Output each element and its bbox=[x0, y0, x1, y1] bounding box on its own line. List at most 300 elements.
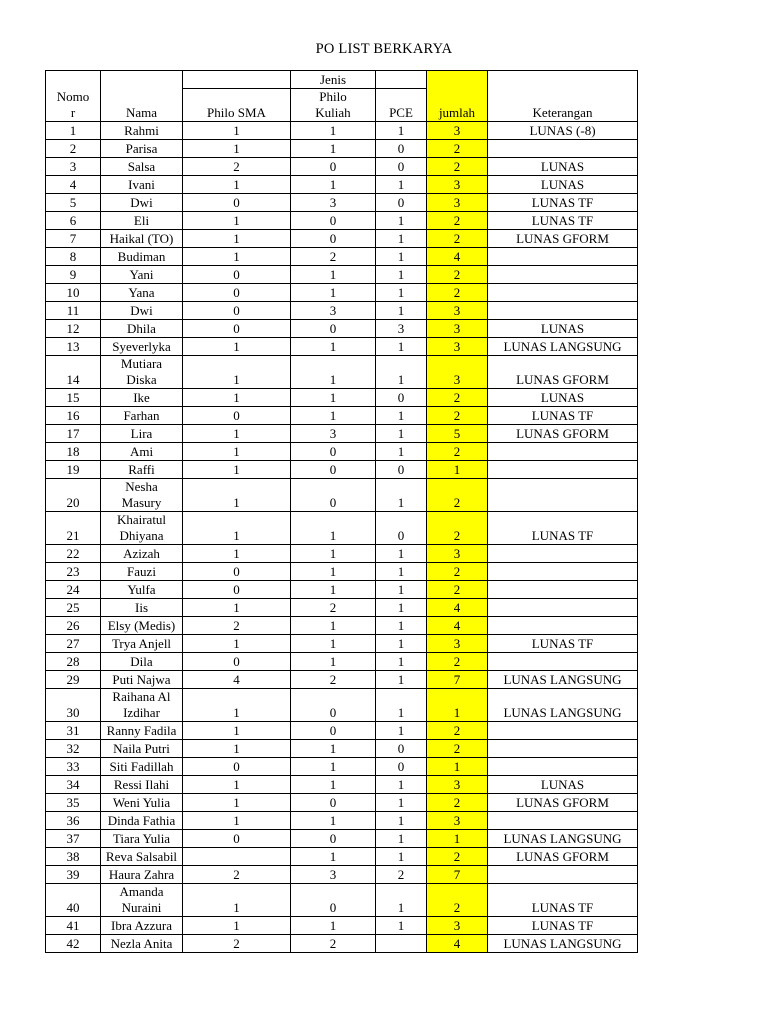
name-cell: Ressi Ilahi bbox=[101, 776, 183, 794]
name-cell: Raffi bbox=[101, 461, 183, 479]
name-cell: Amanda Nuraini bbox=[101, 884, 183, 917]
philo-sma-cell: 0 bbox=[183, 581, 291, 599]
philo-kuliah-cell: 1 bbox=[291, 407, 376, 425]
name-cell: Naila Putri bbox=[101, 740, 183, 758]
row-number-cell: 13 bbox=[46, 338, 101, 356]
philo-kuliah-cell: 3 bbox=[291, 425, 376, 443]
philo-sma-cell: 1 bbox=[183, 917, 291, 935]
jumlah-cell: 2 bbox=[427, 230, 488, 248]
philo-kuliah-cell: 0 bbox=[291, 794, 376, 812]
keterangan-cell bbox=[488, 140, 638, 158]
table-row bbox=[46, 935, 638, 953]
row-number-cell: 9 bbox=[46, 266, 101, 284]
philo-sma-cell: 0 bbox=[183, 407, 291, 425]
row-number-cell: 4 bbox=[46, 176, 101, 194]
jumlah-cell: 4 bbox=[427, 935, 488, 953]
table-row bbox=[46, 266, 638, 284]
jumlah-cell: 2 bbox=[427, 212, 488, 230]
row-number-cell: 39 bbox=[46, 866, 101, 884]
jumlah-cell: 3 bbox=[427, 635, 488, 653]
name-cell: Rahmi bbox=[101, 122, 183, 140]
jumlah-cell: 1 bbox=[427, 689, 488, 722]
name-cell: Ivani bbox=[101, 176, 183, 194]
jumlah-cell: 2 bbox=[427, 389, 488, 407]
philo-kuliah-cell: 1 bbox=[291, 581, 376, 599]
keterangan-cell bbox=[488, 563, 638, 581]
philo-sma-cell: 1 bbox=[183, 722, 291, 740]
jumlah-cell: 2 bbox=[427, 884, 488, 917]
table-row bbox=[46, 212, 638, 230]
philo-sma-cell: 1 bbox=[183, 356, 291, 389]
row-number-cell: 25 bbox=[46, 599, 101, 617]
table-row bbox=[46, 599, 638, 617]
keterangan-cell bbox=[488, 248, 638, 266]
pce-cell: 1 bbox=[376, 563, 427, 581]
pce-cell: 1 bbox=[376, 830, 427, 848]
table-row bbox=[46, 512, 638, 545]
name-cell: Nesha Masury bbox=[101, 479, 183, 512]
pce-cell bbox=[376, 935, 427, 953]
jumlah-cell: 4 bbox=[427, 248, 488, 266]
pce-cell: 0 bbox=[376, 389, 427, 407]
table-row bbox=[46, 917, 638, 935]
table-row bbox=[46, 758, 638, 776]
philo-sma-cell: 0 bbox=[183, 266, 291, 284]
page-title: PO LIST BERKARYA bbox=[315, 41, 453, 57]
philo-sma-cell: 1 bbox=[183, 599, 291, 617]
table-row bbox=[46, 230, 638, 248]
philo-sma-cell: 1 bbox=[183, 122, 291, 140]
row-number-cell: 5 bbox=[46, 194, 101, 212]
keterangan-cell bbox=[488, 866, 638, 884]
jumlah-cell: 2 bbox=[427, 407, 488, 425]
name-cell: Dhila bbox=[101, 320, 183, 338]
table-row bbox=[46, 866, 638, 884]
keterangan-cell: LUNAS TF bbox=[488, 884, 638, 917]
jumlah-cell: 1 bbox=[427, 461, 488, 479]
pce-cell: 1 bbox=[376, 794, 427, 812]
name-cell: Farhan bbox=[101, 407, 183, 425]
philo-kuliah-cell: 1 bbox=[291, 512, 376, 545]
keterangan-cell: LUNAS GFORM bbox=[488, 794, 638, 812]
table-row bbox=[46, 194, 638, 212]
jumlah-cell: 7 bbox=[427, 671, 488, 689]
pce-cell: 1 bbox=[376, 671, 427, 689]
jumlah-cell: 3 bbox=[427, 812, 488, 830]
row-number-cell: 15 bbox=[46, 389, 101, 407]
pce-cell: 1 bbox=[376, 443, 427, 461]
table-row bbox=[46, 320, 638, 338]
pce-cell: 1 bbox=[376, 812, 427, 830]
jumlah-cell: 3 bbox=[427, 122, 488, 140]
name-cell: Ike bbox=[101, 389, 183, 407]
keterangan-cell: LUNAS TF bbox=[488, 407, 638, 425]
pce-cell: 1 bbox=[376, 230, 427, 248]
philo-sma-cell: 0 bbox=[183, 758, 291, 776]
philo-kuliah-cell: 1 bbox=[291, 545, 376, 563]
name-cell: Yulfa bbox=[101, 581, 183, 599]
pce-cell: 1 bbox=[376, 545, 427, 563]
pce-cell: 1 bbox=[376, 848, 427, 866]
table-row bbox=[46, 338, 638, 356]
name-cell: Azizah bbox=[101, 545, 183, 563]
row-number-cell: 38 bbox=[46, 848, 101, 866]
philo-kuliah-cell: 0 bbox=[291, 479, 376, 512]
philo-sma-cell: 4 bbox=[183, 671, 291, 689]
row-number-cell: 6 bbox=[46, 212, 101, 230]
row-number-cell: 40 bbox=[46, 884, 101, 917]
philo-kuliah-cell: 2 bbox=[291, 248, 376, 266]
name-cell: Siti Fadillah bbox=[101, 758, 183, 776]
keterangan-cell: LUNAS bbox=[488, 176, 638, 194]
table-row bbox=[46, 479, 638, 512]
name-cell: Haura Zahra bbox=[101, 866, 183, 884]
pce-cell: 0 bbox=[376, 740, 427, 758]
table-row bbox=[46, 248, 638, 266]
name-cell: Elsy (Medis) bbox=[101, 617, 183, 635]
table-row bbox=[46, 545, 638, 563]
philo-kuliah-cell: 0 bbox=[291, 830, 376, 848]
keterangan-cell bbox=[488, 722, 638, 740]
philo-sma-cell: 1 bbox=[183, 635, 291, 653]
jumlah-cell: 2 bbox=[427, 266, 488, 284]
keterangan-cell: LUNAS bbox=[488, 158, 638, 176]
philo-kuliah-cell: 3 bbox=[291, 302, 376, 320]
philo-kuliah-cell: 1 bbox=[291, 917, 376, 935]
table-row bbox=[46, 284, 638, 302]
philo-kuliah-cell: 1 bbox=[291, 338, 376, 356]
table-row bbox=[46, 848, 638, 866]
header-jumlah: jumlah bbox=[427, 71, 488, 122]
pce-cell: 1 bbox=[376, 722, 427, 740]
pce-cell: 1 bbox=[376, 425, 427, 443]
philo-sma-cell: 1 bbox=[183, 794, 291, 812]
keterangan-cell: LUNAS bbox=[488, 389, 638, 407]
jumlah-cell: 2 bbox=[427, 563, 488, 581]
header-philo-sma: Philo SMA bbox=[183, 89, 291, 122]
keterangan-cell bbox=[488, 302, 638, 320]
row-number-cell: 29 bbox=[46, 671, 101, 689]
table-row bbox=[46, 461, 638, 479]
jumlah-cell: 2 bbox=[427, 140, 488, 158]
table-row bbox=[46, 563, 638, 581]
table-row bbox=[46, 794, 638, 812]
keterangan-cell: LUNAS bbox=[488, 776, 638, 794]
table-header bbox=[46, 71, 638, 122]
keterangan-cell bbox=[488, 479, 638, 512]
row-number-cell: 28 bbox=[46, 653, 101, 671]
jumlah-cell: 7 bbox=[427, 866, 488, 884]
philo-kuliah-cell: 0 bbox=[291, 158, 376, 176]
pce-cell: 0 bbox=[376, 758, 427, 776]
jumlah-cell: 1 bbox=[427, 830, 488, 848]
row-number-cell: 12 bbox=[46, 320, 101, 338]
keterangan-cell: LUNAS LANGSUNG bbox=[488, 671, 638, 689]
table-row bbox=[46, 122, 638, 140]
keterangan-cell: LUNAS TF bbox=[488, 212, 638, 230]
row-number-cell: 2 bbox=[46, 140, 101, 158]
name-cell: Haikal (TO) bbox=[101, 230, 183, 248]
keterangan-cell bbox=[488, 266, 638, 284]
jumlah-cell: 3 bbox=[427, 338, 488, 356]
pce-cell: 3 bbox=[376, 320, 427, 338]
pce-cell: 1 bbox=[376, 248, 427, 266]
row-number-cell: 31 bbox=[46, 722, 101, 740]
row-number-cell: 16 bbox=[46, 407, 101, 425]
jumlah-cell: 2 bbox=[427, 158, 488, 176]
table-row bbox=[46, 776, 638, 794]
pce-cell: 0 bbox=[376, 140, 427, 158]
jumlah-cell: 5 bbox=[427, 425, 488, 443]
pce-cell: 1 bbox=[376, 338, 427, 356]
row-number-cell: 35 bbox=[46, 794, 101, 812]
row-number-cell: 17 bbox=[46, 425, 101, 443]
pce-cell: 1 bbox=[376, 653, 427, 671]
table-row bbox=[46, 617, 638, 635]
philo-kuliah-cell: 1 bbox=[291, 812, 376, 830]
table-body bbox=[46, 122, 638, 953]
philo-kuliah-cell: 1 bbox=[291, 653, 376, 671]
row-number-cell: 23 bbox=[46, 563, 101, 581]
philo-kuliah-cell: 1 bbox=[291, 266, 376, 284]
philo-kuliah-cell: 1 bbox=[291, 776, 376, 794]
table-row bbox=[46, 302, 638, 320]
table-row bbox=[46, 389, 638, 407]
jumlah-cell: 2 bbox=[427, 512, 488, 545]
name-cell: Dwi bbox=[101, 302, 183, 320]
philo-sma-cell: 1 bbox=[183, 212, 291, 230]
philo-kuliah-cell: 1 bbox=[291, 389, 376, 407]
header-nomor: Nomor bbox=[46, 71, 101, 122]
table-row bbox=[46, 722, 638, 740]
keterangan-cell: LUNAS TF bbox=[488, 194, 638, 212]
pce-cell: 0 bbox=[376, 512, 427, 545]
philo-kuliah-cell: 1 bbox=[291, 122, 376, 140]
name-cell: Fauzi bbox=[101, 563, 183, 581]
row-number-cell: 37 bbox=[46, 830, 101, 848]
row-number-cell: 1 bbox=[46, 122, 101, 140]
philo-kuliah-cell: 0 bbox=[291, 212, 376, 230]
keterangan-cell: LUNAS (-8) bbox=[488, 122, 638, 140]
pce-cell: 0 bbox=[376, 158, 427, 176]
philo-kuliah-cell: 2 bbox=[291, 671, 376, 689]
name-cell: Nezla Anita bbox=[101, 935, 183, 953]
keterangan-cell bbox=[488, 653, 638, 671]
philo-kuliah-cell: 1 bbox=[291, 635, 376, 653]
philo-kuliah-cell: 0 bbox=[291, 443, 376, 461]
table-row bbox=[46, 407, 638, 425]
jumlah-cell: 4 bbox=[427, 617, 488, 635]
jumlah-cell: 3 bbox=[427, 776, 488, 794]
header-jenis-spacer-left bbox=[183, 71, 291, 89]
philo-kuliah-cell: 2 bbox=[291, 935, 376, 953]
jumlah-cell: 1 bbox=[427, 758, 488, 776]
name-cell: Parisa bbox=[101, 140, 183, 158]
jumlah-cell: 3 bbox=[427, 545, 488, 563]
name-cell: Iis bbox=[101, 599, 183, 617]
philo-kuliah-cell: 1 bbox=[291, 284, 376, 302]
pce-cell: 1 bbox=[376, 356, 427, 389]
header-pce: PCE bbox=[376, 89, 427, 122]
header-philo-kuliah: Philo Kuliah bbox=[291, 89, 376, 122]
philo-kuliah-cell: 0 bbox=[291, 230, 376, 248]
philo-kuliah-cell: 1 bbox=[291, 617, 376, 635]
philo-sma-cell: 0 bbox=[183, 563, 291, 581]
philo-sma-cell: 1 bbox=[183, 248, 291, 266]
row-number-cell: 24 bbox=[46, 581, 101, 599]
keterangan-cell bbox=[488, 599, 638, 617]
table-row bbox=[46, 158, 638, 176]
row-number-cell: 30 bbox=[46, 689, 101, 722]
jumlah-cell: 3 bbox=[427, 320, 488, 338]
philo-sma-cell: 1 bbox=[183, 461, 291, 479]
jumlah-cell: 2 bbox=[427, 794, 488, 812]
keterangan-cell bbox=[488, 284, 638, 302]
keterangan-cell: LUNAS GFORM bbox=[488, 848, 638, 866]
jumlah-cell: 2 bbox=[427, 581, 488, 599]
pce-cell: 1 bbox=[376, 917, 427, 935]
table-row bbox=[46, 140, 638, 158]
table-row bbox=[46, 812, 638, 830]
table-row bbox=[46, 689, 638, 722]
philo-sma-cell: 0 bbox=[183, 302, 291, 320]
philo-sma-cell: 2 bbox=[183, 866, 291, 884]
philo-kuliah-cell: 1 bbox=[291, 740, 376, 758]
name-cell: Reva Salsabil bbox=[101, 848, 183, 866]
row-number-cell: 3 bbox=[46, 158, 101, 176]
name-cell: Yana bbox=[101, 284, 183, 302]
philo-sma-cell: 1 bbox=[183, 338, 291, 356]
pce-cell: 1 bbox=[376, 884, 427, 917]
name-cell: Raihana Al Izdihar bbox=[101, 689, 183, 722]
philo-sma-cell: 1 bbox=[183, 389, 291, 407]
jumlah-cell: 4 bbox=[427, 599, 488, 617]
name-cell: Syeverlyka bbox=[101, 338, 183, 356]
philo-sma-cell: 1 bbox=[183, 545, 291, 563]
philo-kuliah-cell: 1 bbox=[291, 563, 376, 581]
pce-cell: 1 bbox=[376, 176, 427, 194]
keterangan-cell: LUNAS bbox=[488, 320, 638, 338]
row-number-cell: 8 bbox=[46, 248, 101, 266]
jumlah-cell: 2 bbox=[427, 740, 488, 758]
name-cell: Salsa bbox=[101, 158, 183, 176]
philo-sma-cell: 1 bbox=[183, 425, 291, 443]
keterangan-cell bbox=[488, 545, 638, 563]
header-keterangan: Keterangan bbox=[488, 71, 638, 122]
row-number-cell: 33 bbox=[46, 758, 101, 776]
jumlah-cell: 2 bbox=[427, 479, 488, 512]
table-row bbox=[46, 425, 638, 443]
pce-cell: 2 bbox=[376, 866, 427, 884]
table-row bbox=[46, 671, 638, 689]
row-number-cell: 34 bbox=[46, 776, 101, 794]
name-cell: Trya Anjell bbox=[101, 635, 183, 653]
row-number-cell: 19 bbox=[46, 461, 101, 479]
philo-sma-cell: 2 bbox=[183, 935, 291, 953]
table-row bbox=[46, 635, 638, 653]
philo-kuliah-cell: 0 bbox=[291, 884, 376, 917]
name-cell: Mutiara Diska bbox=[101, 356, 183, 389]
table-row bbox=[46, 740, 638, 758]
keterangan-cell: LUNAS LANGSUNG bbox=[488, 935, 638, 953]
philo-sma-cell: 1 bbox=[183, 230, 291, 248]
pce-cell: 0 bbox=[376, 194, 427, 212]
pce-cell: 1 bbox=[376, 284, 427, 302]
philo-kuliah-cell: 0 bbox=[291, 722, 376, 740]
philo-sma-cell: 1 bbox=[183, 689, 291, 722]
pce-cell: 1 bbox=[376, 689, 427, 722]
philo-sma-cell: 1 bbox=[183, 140, 291, 158]
jumlah-cell: 3 bbox=[427, 356, 488, 389]
jumlah-cell: 2 bbox=[427, 653, 488, 671]
pce-cell: 1 bbox=[376, 581, 427, 599]
philo-kuliah-cell: 1 bbox=[291, 176, 376, 194]
pce-cell: 1 bbox=[376, 635, 427, 653]
name-cell: Dwi bbox=[101, 194, 183, 212]
keterangan-cell bbox=[488, 443, 638, 461]
philo-sma-cell: 0 bbox=[183, 653, 291, 671]
row-number-cell: 42 bbox=[46, 935, 101, 953]
philo-kuliah-cell: 0 bbox=[291, 461, 376, 479]
jumlah-cell: 3 bbox=[427, 917, 488, 935]
header-jenis-group: Jenis bbox=[291, 71, 376, 89]
philo-kuliah-cell: 3 bbox=[291, 866, 376, 884]
keterangan-cell bbox=[488, 581, 638, 599]
name-cell: Dila bbox=[101, 653, 183, 671]
name-cell: Eli bbox=[101, 212, 183, 230]
header-nama: Nama bbox=[101, 71, 183, 122]
keterangan-cell bbox=[488, 740, 638, 758]
row-number-cell: 14 bbox=[46, 356, 101, 389]
philo-sma-cell: 2 bbox=[183, 158, 291, 176]
philo-sma-cell: 0 bbox=[183, 320, 291, 338]
keterangan-cell: LUNAS GFORM bbox=[488, 425, 638, 443]
philo-sma-cell: 0 bbox=[183, 830, 291, 848]
row-number-cell: 26 bbox=[46, 617, 101, 635]
row-number-cell: 18 bbox=[46, 443, 101, 461]
keterangan-cell: LUNAS LANGSUNG bbox=[488, 338, 638, 356]
row-number-cell: 11 bbox=[46, 302, 101, 320]
name-cell: Tiara Yulia bbox=[101, 830, 183, 848]
jumlah-cell: 2 bbox=[427, 722, 488, 740]
row-number-cell: 20 bbox=[46, 479, 101, 512]
keterangan-cell bbox=[488, 461, 638, 479]
philo-sma-cell bbox=[183, 848, 291, 866]
philo-sma-cell: 0 bbox=[183, 194, 291, 212]
pce-cell: 0 bbox=[376, 461, 427, 479]
keterangan-cell bbox=[488, 617, 638, 635]
philo-kuliah-cell: 0 bbox=[291, 689, 376, 722]
pce-cell: 1 bbox=[376, 122, 427, 140]
name-cell: Lira bbox=[101, 425, 183, 443]
row-number-cell: 36 bbox=[46, 812, 101, 830]
jumlah-cell: 2 bbox=[427, 848, 488, 866]
philo-sma-cell: 1 bbox=[183, 776, 291, 794]
philo-kuliah-cell: 1 bbox=[291, 140, 376, 158]
philo-sma-cell: 1 bbox=[183, 176, 291, 194]
table-row bbox=[46, 581, 638, 599]
philo-sma-cell: 1 bbox=[183, 512, 291, 545]
table-row bbox=[46, 884, 638, 917]
name-cell: Ibra Azzura bbox=[101, 917, 183, 935]
table-row bbox=[46, 176, 638, 194]
name-cell: Budiman bbox=[101, 248, 183, 266]
pce-cell: 1 bbox=[376, 617, 427, 635]
keterangan-cell: LUNAS TF bbox=[488, 635, 638, 653]
philo-sma-cell: 1 bbox=[183, 479, 291, 512]
name-cell: Ami bbox=[101, 443, 183, 461]
jumlah-cell: 3 bbox=[427, 176, 488, 194]
